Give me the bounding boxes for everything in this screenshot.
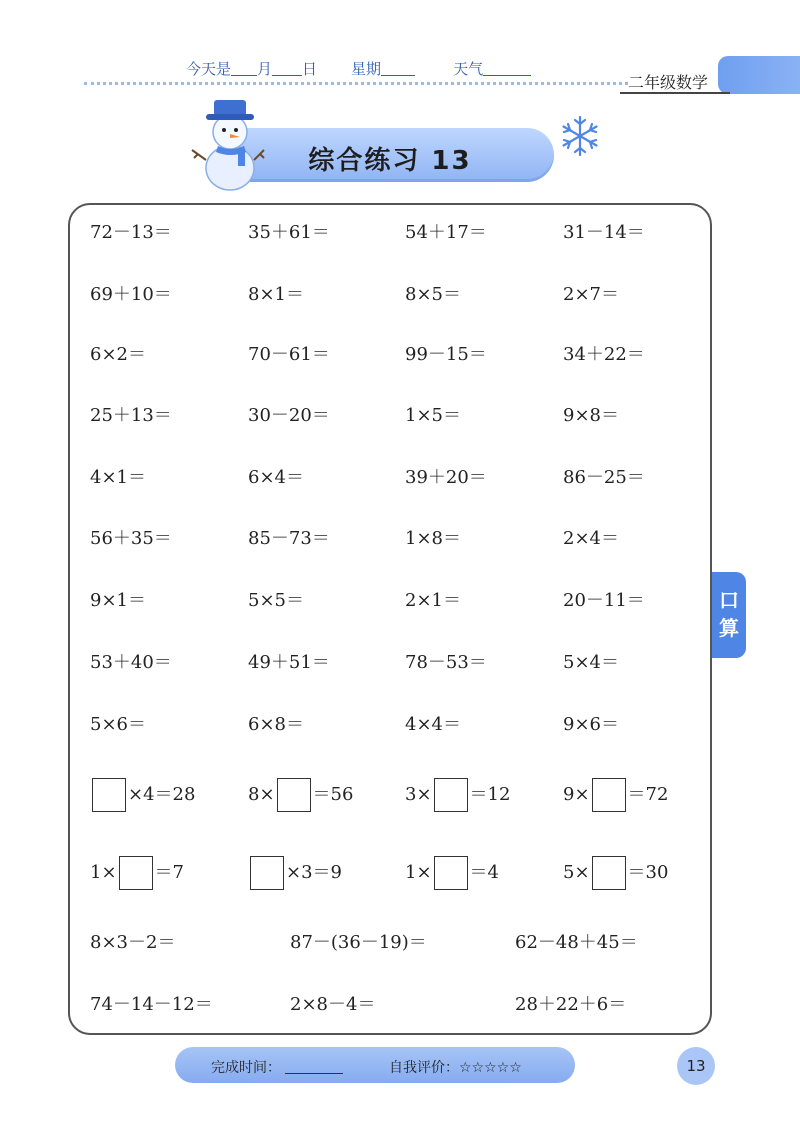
answer-box[interactable]	[250, 856, 284, 890]
fill-in-problem: 5× ＝30	[563, 856, 668, 890]
mixed-problem: 87－(36－19)＝	[290, 932, 427, 953]
problem: 2×4＝	[563, 528, 619, 549]
weekday-blank[interactable]	[381, 61, 415, 76]
snowman-icon	[188, 96, 266, 194]
grade-tab-wedge	[718, 56, 800, 94]
weekday-label: 星期	[351, 60, 382, 78]
fill-in-problem: 9× ＝72	[563, 778, 668, 812]
problem: 85－73＝	[248, 528, 330, 549]
exercise-box	[68, 203, 712, 1035]
self-evaluation: 自我评价：☆☆☆☆☆	[389, 1060, 522, 1076]
day-label: 日	[302, 60, 318, 78]
problem: 9×8＝	[563, 405, 619, 426]
problem: 39＋20＝	[405, 467, 487, 488]
answer-box[interactable]	[592, 856, 626, 890]
month-blank[interactable]	[231, 61, 257, 76]
problem: 54＋17＝	[405, 222, 487, 243]
problem: 4×1＝	[90, 467, 146, 488]
problem: 5×4＝	[563, 652, 619, 673]
problem: 69＋10＝	[90, 284, 172, 305]
problem: 72－13＝	[90, 222, 172, 243]
problem: 8×1＝	[248, 284, 304, 305]
problem: 34＋22＝	[563, 344, 645, 365]
side-tab-char: 算	[719, 616, 739, 640]
rating-stars[interactable]: ☆☆☆☆☆	[459, 1060, 522, 1076]
problem: 25＋13＝	[90, 405, 172, 426]
mixed-problem: 74－14－12＝	[90, 994, 213, 1015]
time-blank[interactable]	[285, 1061, 343, 1074]
answer-box[interactable]	[434, 778, 468, 812]
completion-time: 完成时间：	[211, 1057, 343, 1077]
answer-box[interactable]	[119, 856, 153, 890]
problem: 53＋40＝	[90, 652, 172, 673]
problem: 56＋35＝	[90, 528, 172, 549]
page-number: 13	[677, 1047, 715, 1085]
answer-box[interactable]	[434, 856, 468, 890]
section-tab-oral-calc	[712, 572, 746, 658]
mixed-problem: 8×3－2＝	[90, 932, 176, 953]
fill-in-problem: ×4＝28	[90, 778, 195, 812]
side-tab-char: 口	[719, 588, 739, 612]
snowflake-icon	[558, 114, 602, 158]
problem: 49＋51＝	[248, 652, 330, 673]
problem: 2×1＝	[405, 590, 461, 611]
fill-in-problem: 1× ＝4	[405, 856, 499, 890]
problem: 6×8＝	[248, 714, 304, 735]
problem: 70－61＝	[248, 344, 330, 365]
footer-bar	[175, 1047, 575, 1083]
mixed-problem: 2×8－4＝	[290, 994, 376, 1015]
grade-underline	[620, 92, 730, 94]
problem: 86－25＝	[563, 467, 645, 488]
answer-box[interactable]	[92, 778, 126, 812]
page-title: 综合练习 13	[308, 146, 472, 176]
weather-blank[interactable]	[483, 61, 531, 76]
problem: 6×2＝	[90, 344, 146, 365]
mixed-problem: 62－48＋45＝	[515, 932, 638, 953]
problem: 35＋61＝	[248, 222, 330, 243]
grade-subject-label: 二年级数学	[628, 73, 709, 92]
problem: 9×1＝	[90, 590, 146, 611]
problem: 1×8＝	[405, 528, 461, 549]
problem: 31－14＝	[563, 222, 645, 243]
problem: 2×7＝	[563, 284, 619, 305]
problem: 1×5＝	[405, 405, 461, 426]
dotted-divider	[84, 82, 628, 85]
problem: 99－15＝	[405, 344, 487, 365]
mixed-problem: 28＋22＋6＝	[515, 994, 627, 1015]
problem: 78－53＝	[405, 652, 487, 673]
problem: 5×5＝	[248, 590, 304, 611]
today-label: 今天是	[186, 60, 232, 78]
title-banner	[226, 128, 554, 182]
month-label: 月	[257, 60, 273, 78]
problem: 20－11＝	[563, 590, 645, 611]
grade-subject-tab	[620, 56, 730, 94]
problem: 6×4＝	[248, 467, 304, 488]
problem: 30－20＝	[248, 405, 330, 426]
fill-in-problem: 8× ＝56	[248, 778, 353, 812]
problem: 4×4＝	[405, 714, 461, 735]
problem: 8×5＝	[405, 284, 461, 305]
fill-in-problem: 3× ＝12	[405, 778, 510, 812]
answer-box[interactable]	[277, 778, 311, 812]
answer-box[interactable]	[592, 778, 626, 812]
fill-in-problem: ×3＝9	[248, 856, 342, 890]
day-blank[interactable]	[272, 61, 302, 76]
date-weather-fields	[186, 58, 531, 79]
problem: 9×6＝	[563, 714, 619, 735]
weather-label: 天气	[453, 60, 484, 78]
fill-in-problem: 1× ＝7	[90, 856, 184, 890]
problem: 5×6＝	[90, 714, 146, 735]
